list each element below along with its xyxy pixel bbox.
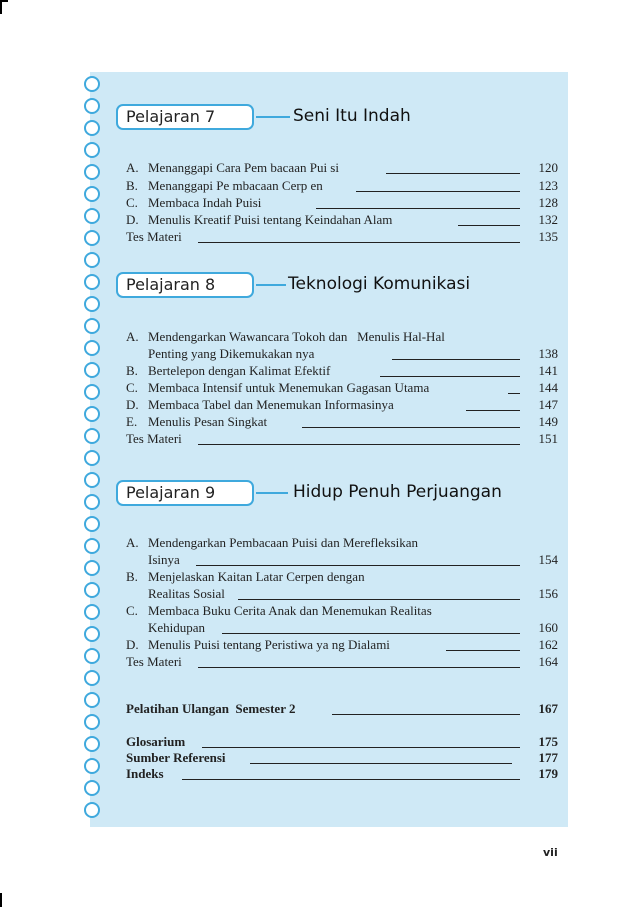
binder-ring — [84, 76, 100, 92]
entry-page: 128 — [538, 195, 558, 210]
leader-line — [332, 714, 520, 715]
leader-line — [508, 393, 520, 394]
leader-line — [392, 359, 520, 360]
entry-text: Realitas Sosial — [148, 586, 225, 601]
entry-letter: D. — [126, 212, 139, 227]
toc-entry[interactable] — [126, 328, 558, 346]
binder-ring — [84, 648, 100, 664]
entry-page: 154 — [538, 552, 558, 567]
lesson-title: Hidup Penuh Perjuangan — [293, 482, 502, 502]
binder-ring — [84, 384, 100, 400]
entry-letter: A. — [126, 535, 139, 550]
lesson-label: Pelajaran 8 — [116, 272, 254, 298]
entry-letter: A. — [126, 160, 139, 175]
toc-entry[interactable] — [126, 194, 558, 212]
binder-ring — [84, 406, 100, 422]
entry-text: Isinya — [148, 552, 180, 567]
leader-line — [380, 376, 520, 377]
leader-line — [466, 410, 520, 411]
binder-ring — [84, 494, 100, 510]
entry-page: 179 — [538, 766, 558, 781]
entry-page: 120 — [538, 160, 558, 175]
toc-entry[interactable] — [126, 568, 558, 586]
entry-text: Membaca Intensif untuk Menemukan Gagasan Utama — [148, 380, 430, 395]
toc-entry[interactable] — [126, 345, 558, 363]
entry-page: 141 — [538, 363, 558, 378]
toc-entry[interactable] — [126, 177, 558, 195]
leader-line — [446, 650, 520, 651]
leader-line — [356, 191, 520, 192]
binder-ring — [84, 560, 100, 576]
leader-line — [196, 565, 520, 566]
entry-letter: E. — [126, 414, 138, 429]
page-number: vii — [543, 846, 558, 859]
binder-ring — [84, 582, 100, 598]
entry-text: Menanggapi Cara Pem bacaan Pui si — [148, 160, 339, 175]
toc-entry[interactable] — [126, 653, 558, 671]
binder-ring — [84, 626, 100, 642]
binder-ring — [84, 296, 100, 312]
binder-ring — [84, 164, 100, 180]
toc-entry[interactable] — [126, 430, 558, 448]
binder-ring — [84, 758, 100, 774]
entry-text: Indeks — [126, 766, 164, 781]
entry-page: 164 — [538, 654, 558, 669]
leader-line — [316, 208, 520, 209]
entry-text: Pelatihan Ulangan Semester 2 — [126, 701, 296, 716]
lesson-label: Pelajaran 9 — [116, 480, 254, 506]
entry-page: 138 — [538, 346, 558, 361]
toc-entry[interactable] — [126, 379, 558, 397]
entry-text: Menulis Pesan Singkat — [148, 414, 268, 429]
toc-entry[interactable] — [126, 211, 558, 229]
leader-line — [458, 225, 520, 226]
binder-ring — [84, 230, 100, 246]
binder-ring — [84, 604, 100, 620]
toc-entry[interactable] — [126, 413, 558, 431]
leader-line — [202, 747, 520, 748]
entry-page: 149 — [538, 414, 558, 429]
binder-ring — [84, 692, 100, 708]
binder-ring — [84, 780, 100, 796]
binder-ring — [84, 516, 100, 532]
toc-entry[interactable] — [126, 534, 558, 552]
binder-ring — [84, 802, 100, 818]
leader-line — [182, 779, 520, 780]
entry-page: 123 — [538, 178, 558, 193]
toc-entry[interactable] — [126, 602, 558, 620]
toc-entry[interactable] — [126, 619, 558, 637]
leader-line — [238, 599, 520, 600]
lesson-connector — [256, 116, 290, 118]
entry-text: Kehidupan — [148, 620, 206, 635]
binder-ring — [84, 120, 100, 136]
entry-text: Mendengarkan Pembacaan Puisi dan Merefleksikan — [148, 535, 419, 550]
entry-text: Membaca Buku Cerita Anak dan Menemukan Realitas — [148, 603, 432, 618]
entry-page: 160 — [538, 620, 558, 635]
entry-text: Tes Materi — [126, 431, 182, 446]
binder-ring — [84, 186, 100, 202]
binder-ring — [84, 362, 100, 378]
leader-line — [222, 633, 520, 634]
entry-page: 175 — [538, 734, 558, 749]
entry-letter: D. — [126, 637, 139, 652]
leader-line — [250, 763, 512, 764]
entry-text: Menulis Kreatif Puisi tentang Keindahan Alam — [148, 212, 393, 227]
entry-text: Mendengarkan Wawancara Tokoh dan Menulis Hal-Hal — [148, 329, 445, 344]
entry-page: 156 — [538, 586, 558, 601]
toc-entry[interactable] — [126, 551, 558, 569]
binder-ring — [84, 736, 100, 752]
binder-ring — [84, 428, 100, 444]
entry-page: 135 — [538, 229, 558, 244]
toc-entry-back-matter[interactable] — [126, 765, 558, 783]
entry-letter: C. — [126, 195, 138, 210]
entry-page: 151 — [538, 431, 558, 446]
lesson-connector — [256, 492, 288, 494]
entry-text: Membaca Tabel dan Menemukan Informasinya — [148, 397, 394, 412]
leader-line — [198, 667, 520, 668]
binder-ring — [84, 472, 100, 488]
binder-ring — [84, 274, 100, 290]
lesson-title: Teknologi Komunikasi — [288, 274, 471, 294]
binder-ring — [84, 98, 100, 114]
entry-page: 144 — [538, 380, 558, 395]
leader-line — [198, 444, 520, 445]
binder-ring — [84, 318, 100, 334]
binder-ring — [84, 142, 100, 158]
entry-text: Penting yang Dikemukakan nya — [148, 346, 315, 361]
entry-page: 167 — [538, 701, 558, 716]
binder-ring — [84, 538, 100, 554]
toc-entry[interactable] — [126, 585, 558, 603]
binder-ring — [84, 670, 100, 686]
binder-ring — [84, 208, 100, 224]
entry-text: Membaca Indah Puisi — [148, 195, 262, 210]
toc-entry-back-matter[interactable] — [126, 700, 558, 718]
leader-line — [386, 173, 520, 174]
binder-ring — [84, 450, 100, 466]
toc-entry[interactable] — [126, 159, 558, 177]
entry-text: Menjelaskan Kaitan Latar Cerpen dengan — [148, 569, 365, 584]
entry-page: 132 — [538, 212, 558, 227]
entry-letter: C. — [126, 380, 138, 395]
crop-mark-top-v — [0, 0, 2, 14]
entry-page: 177 — [538, 750, 558, 765]
entry-letter: A. — [126, 329, 139, 344]
toc-entry[interactable] — [126, 396, 558, 414]
entry-text: Tes Materi — [126, 229, 182, 244]
lesson-header-8 — [116, 272, 536, 300]
entry-letter: B. — [126, 569, 138, 584]
lesson-label: Pelajaran 7 — [116, 104, 254, 130]
entry-text: Glosarium — [126, 734, 186, 749]
entry-letter: C. — [126, 603, 138, 618]
entry-text: Bertelepon dengan Kalimat Efektif — [148, 363, 331, 378]
binder-ring — [84, 340, 100, 356]
entry-letter: B. — [126, 363, 138, 378]
binder-ring — [84, 252, 100, 268]
leader-line — [302, 427, 520, 428]
lesson-title: Seni Itu Indah — [293, 106, 411, 126]
lesson-connector — [256, 284, 286, 286]
binder-rings — [84, 76, 106, 821]
toc-entry[interactable] — [126, 228, 558, 246]
entry-text: Tes Materi — [126, 654, 182, 669]
toc-entry[interactable] — [126, 362, 558, 380]
entry-text: Sumber Referensi — [126, 750, 226, 765]
lesson-header-9 — [116, 480, 546, 508]
entry-letter: D. — [126, 397, 139, 412]
entry-text: Menanggapi Pe mbacaan Cerp en — [148, 178, 323, 193]
entry-letter: B. — [126, 178, 138, 193]
entry-page: 147 — [538, 397, 558, 412]
toc-entry[interactable] — [126, 636, 558, 654]
lesson-header-7 — [116, 104, 536, 132]
entry-page: 162 — [538, 637, 558, 652]
entry-text: Menulis Puisi tentang Peristiwa ya ng Dialami — [148, 637, 390, 652]
crop-mark-bottom-v — [0, 893, 2, 907]
binder-ring — [84, 714, 100, 730]
leader-line — [198, 242, 520, 243]
